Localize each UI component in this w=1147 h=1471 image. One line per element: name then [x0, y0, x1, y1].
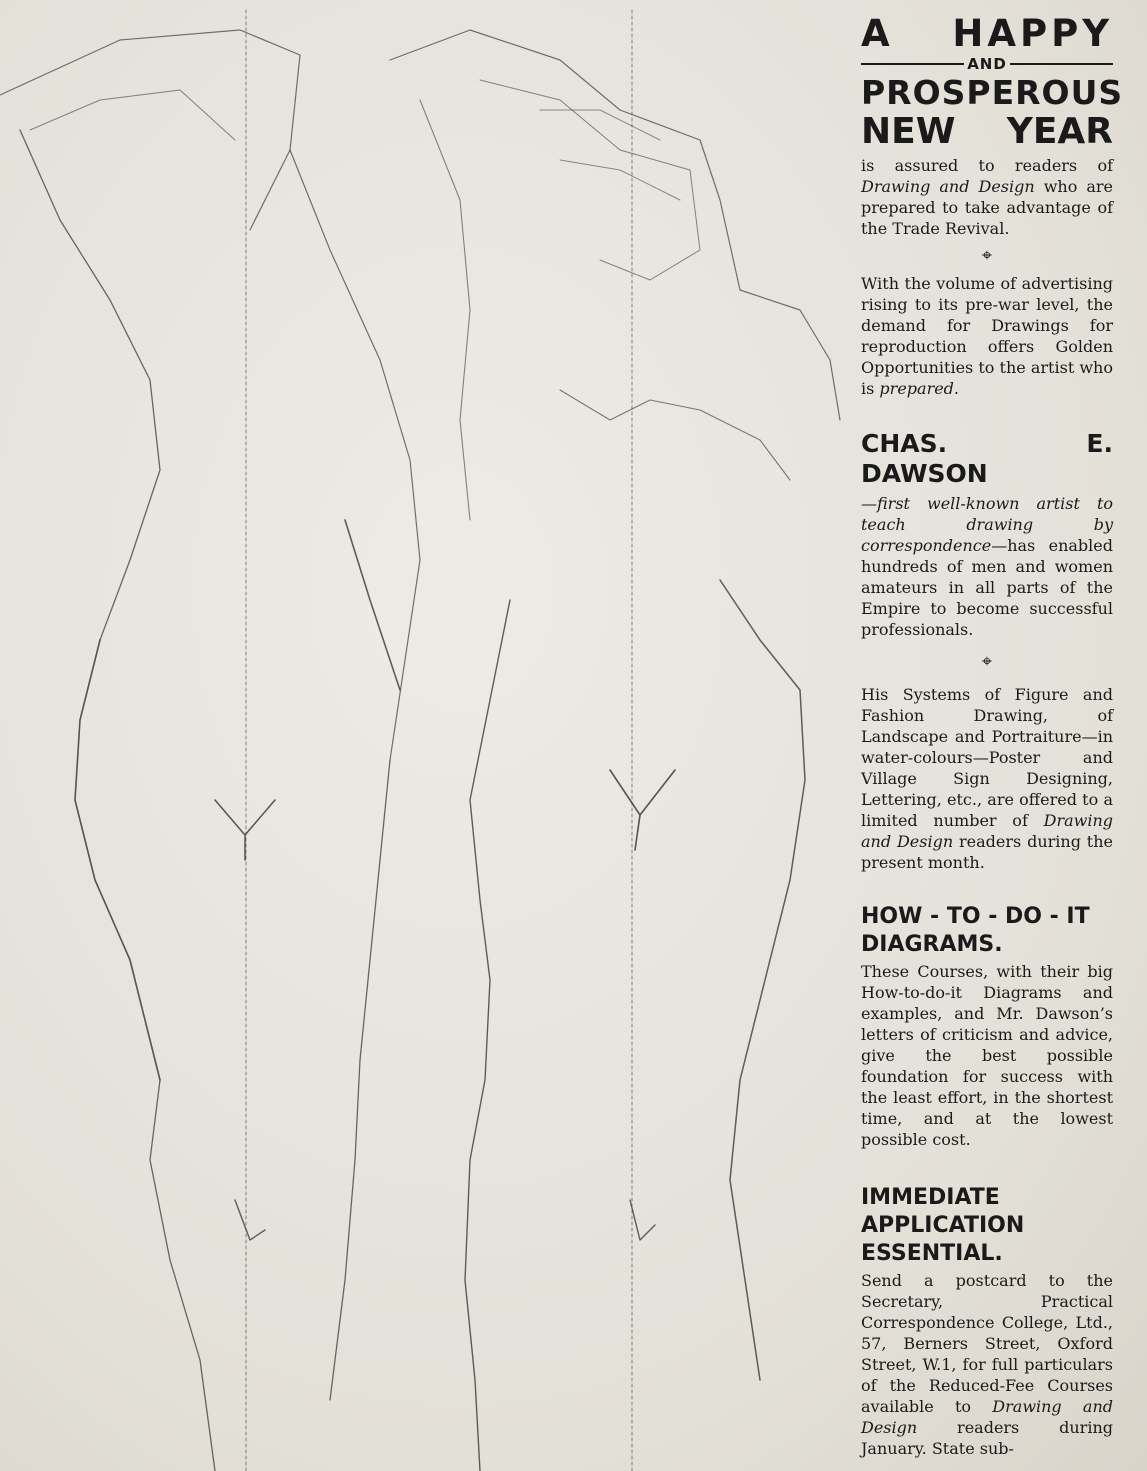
advertising-text: With the volume of advertising rising to its pre-war level, the demand for Drawings for reproduction offers Golden Opportunities to the artist who is: [861, 274, 1113, 398]
intro-text-end: who are prepared to take advantage of the Trade Revival.: [861, 177, 1113, 238]
immediate-end: readers during January. State sub-: [861, 1418, 1113, 1458]
intro-italic: Drawing and Design: [861, 177, 1035, 196]
systems-italic: Drawing and Design: [861, 811, 1113, 851]
divider-rule-left: [861, 63, 964, 65]
systems-paragraph: [861, 684, 1113, 873]
immediate-heading-line2: APPLICATION: [861, 1213, 1025, 1238]
dawson-italic: —first well-known artist to teach drawing by correspondence: [861, 494, 1113, 555]
systems-text: His Systems of Figure and Fashion Drawing, of Landscape and Portraiture—in water-colours—Poster and Village Sign Designing, Lettering, etc., are offered to a limited number of: [861, 685, 1113, 830]
headline-happy: A HAPPY: [861, 12, 1113, 55]
howto-heading-line2: DIAGRAMS.: [861, 932, 1003, 957]
advertising-paragraph: [861, 273, 1113, 399]
ornament-icon: ⌖: [981, 245, 993, 266]
divider-rule-right: [1010, 63, 1113, 65]
dawson-heading: CHAS. E. DAWSON: [861, 429, 1113, 488]
intro-paragraph: [861, 155, 1113, 239]
advertisement-column: [861, 12, 1124, 1459]
advertising-italic: prepared: [879, 379, 954, 398]
headline-and: AND: [967, 55, 1007, 73]
ornament-icon-2: ⌖: [981, 651, 993, 672]
headline-new-year: NEW YEAR: [861, 111, 1113, 152]
immediate-text: Send a postcard to the Secretary, Practical Correspondence College, Ltd., 57, Berners Street, Oxford Street, W.1, for full particulars of the Reduced-Fee Courses available to: [861, 1271, 1113, 1416]
immediate-paragraph: [861, 1270, 1113, 1459]
immediate-heading-line1: IMMEDIATE: [861, 1185, 1000, 1210]
howto-heading-line1: HOW - TO - DO - IT: [861, 904, 1090, 929]
dawson-text: —has enabled hundreds of men and women amateurs in all parts of the Empire to become successful professionals.: [861, 536, 1113, 639]
immediate-heading-line3: ESSENTIAL.: [861, 1241, 1003, 1266]
systems-end: readers during the present month.: [861, 832, 1114, 872]
advertising-end: .: [953, 379, 960, 398]
headline-and-divider: [861, 54, 1113, 74]
howto-paragraph: These Courses, with their big How-to-do-it Diagrams and examples, and Mr. Dawson’s letters of criticism and advice, give the best possible foundation for success with the least effort, in the shortest time, and at the lowest possible cost.: [861, 962, 1113, 1149]
intro-text: is assured to readers of: [861, 156, 1113, 175]
dawson-paragraph: [861, 493, 1113, 640]
immediate-italic: Drawing and Design: [861, 1397, 1114, 1437]
headline-prosperous: PROSPEROUS: [861, 73, 1124, 112]
